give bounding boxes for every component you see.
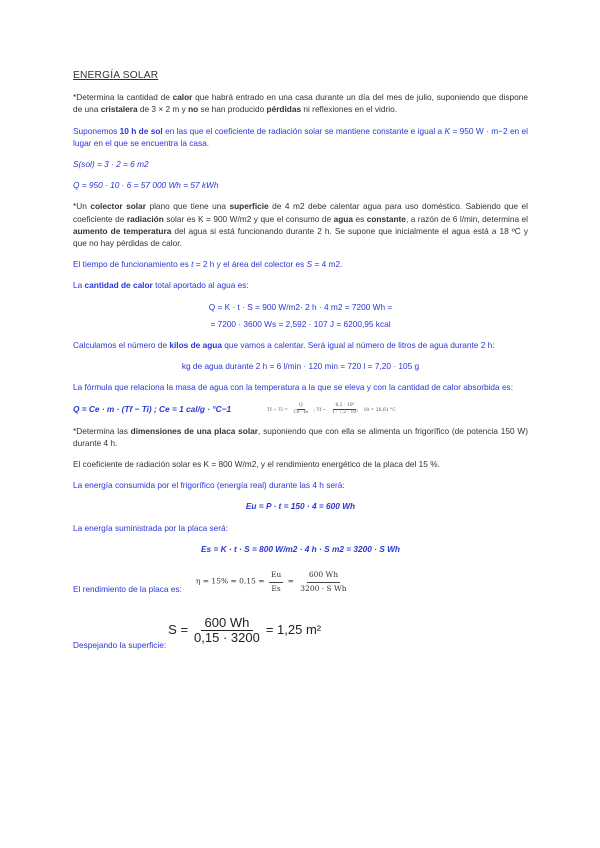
fraction: [269, 569, 283, 594]
problem2-time-area: [73, 258, 528, 270]
equation-efficiency: [196, 569, 351, 594]
equation-mass: kg de agua durante 2 h = 6 l/min · 120 min = 720 l = 7,20 · 105 g: [181, 361, 420, 372]
text: Tf − Ti =: [267, 407, 289, 413]
problem1-heat-result: Q = 950 · 10 · 6 = 57 000 Wh = 57 kWh: [73, 180, 219, 191]
equation-heat-2: = 7200 · 3600 Ws = 2,592 · 107 J = 6200,95 kcal: [210, 318, 391, 329]
text: calor: [172, 92, 193, 103]
text: = 1,25 m²: [265, 622, 322, 638]
denominator: Ce · m: [293, 409, 309, 415]
text: =: [287, 577, 294, 587]
equation-surface: [168, 614, 322, 645]
text: 10 h de sol: [119, 125, 163, 136]
text: aumento de temperatura: [73, 225, 172, 236]
text: La: [73, 280, 85, 291]
numerator: 600 Wh: [201, 617, 254, 631]
surface-label: Despejando la superficie:: [73, 640, 167, 651]
text: *Determina las: [73, 425, 131, 436]
equation-supplied-energy: Es = K · t · S = 800 W/m2 · 4 h · S m2 = 3200 · S Wh: [201, 543, 400, 554]
text: que vamos a calentar. Será igual al número de litros de agua durante 2 h:: [221, 340, 495, 351]
text: = 2 h y el área del colector es: [193, 259, 307, 270]
text: 18 = 26,61 °C: [363, 407, 396, 413]
problem1-area: S(sol) = 3 · 2 = 6 m2: [73, 159, 149, 170]
denominator: Es: [271, 583, 281, 593]
numerator: Eu: [269, 569, 283, 582]
denominator: 3200 · S Wh: [300, 583, 347, 593]
text: de 3 × 2 m y: [137, 104, 189, 115]
text: t: [191, 259, 194, 270]
text: Suponemos: [73, 125, 120, 136]
text: η = 15% = 0,15 =: [195, 577, 265, 587]
text: ; Tf −: [313, 407, 327, 413]
efficiency-label: El rendimiento de la placa es:: [73, 584, 182, 595]
numerator: Q: [298, 402, 303, 408]
text: agua: [333, 213, 353, 224]
text: S =: [168, 622, 189, 638]
text: El tiempo de funcionamiento es: [73, 259, 192, 270]
fraction: [190, 614, 264, 645]
text: pérdidas: [266, 104, 302, 115]
problem3-data: El coeficiente de radiación solar es K = 800 W/m2, y el rendimiento energético de la placa del 15 %.: [73, 459, 440, 470]
surface-row: [73, 609, 528, 651]
text: plano que tiene una: [145, 201, 230, 212]
text: de 4 m2 debe calentar agua para uso doméstico. Sabiendo que el coeficiente de: [73, 201, 528, 224]
text: K: [444, 125, 451, 136]
text: constante: [366, 213, 406, 224]
efficiency-row: [73, 569, 528, 595]
text: superficie: [229, 201, 269, 212]
numerator: 6,2 · 10⁶: [335, 402, 355, 408]
page-title: ENERGÍA SOLAR: [73, 70, 159, 81]
text: total aportado al agua es:: [152, 280, 249, 291]
text: no: [188, 104, 199, 115]
text: colector solar: [90, 201, 146, 212]
problem1-statement: [73, 91, 528, 115]
problem3-statement: [73, 425, 528, 449]
equation-temperature-tiny: [267, 403, 396, 416]
text: cristalera: [100, 104, 138, 115]
fraction: [298, 569, 348, 594]
problem3-energy-supplied-intro: La energía suministrada por la placa será:: [73, 522, 228, 533]
problem1-assumption: [73, 125, 528, 149]
problem3-energy-consumed-intro: La energía consumida por el frigorífico (energía real) durante las 4 h será:: [73, 480, 345, 491]
text: *Un: [73, 201, 91, 212]
text: se han producido: [198, 104, 267, 115]
problem2-statement: [73, 200, 528, 249]
text: es: [352, 213, 367, 224]
text: dimensiones de una placa solar: [130, 425, 258, 436]
text: cantidad de calor: [84, 280, 153, 291]
text: del agua si está funcionando durante 2 h. Se supone que inicialmente el agua está a 18 ºC y que no hay pérdidas de calor.: [73, 225, 528, 249]
text: radiación: [126, 213, 164, 224]
document-page: [73, 70, 528, 651]
text: que habrá entrado en una casa durante un día del mes de julio, suponiendo que dispone de una: [73, 92, 529, 115]
text: S: [306, 259, 313, 270]
problem2-heat-intro: [73, 279, 528, 291]
text: = 950 W · m−2 en el lugar en el que se encuentra la casa.: [73, 125, 528, 148]
text: Calculamos el número de: [73, 340, 170, 351]
text: = 4 m2.: [312, 259, 343, 270]
equation-specific-heat: Q = Ce · m · (Tf − Ti) ; Ce = 1 cal/g · °C−1: [73, 404, 232, 415]
text: solar es K = 900 W/m2 y que el consumo de: [163, 213, 334, 224]
text: , suponiendo que con ella se alimenta un frigorífico (de potencia 150 W) durante 4 h.: [73, 425, 528, 448]
text: , a razón de 6 l/min, determina el: [405, 213, 529, 224]
equation-heat-1: Q = K · t · S = 900 W/m2· 2 h · 4 m2 = 7200 Wh =: [208, 301, 393, 312]
denominator: 0,15 · 3200: [194, 629, 260, 645]
text: ni reflexiones en el vidrio.: [301, 104, 398, 115]
problem2-formula-intro: La fórmula que relaciona la masa de agua con la temperatura a la que se eleva y con la cantidad de calor absorbida es:: [73, 382, 514, 393]
fraction: [330, 403, 360, 416]
problem2-mass-intro: [73, 339, 528, 351]
text: kilos de agua: [169, 340, 222, 351]
fraction: [291, 403, 310, 416]
equation-temperature-row: [73, 403, 528, 416]
text: en las que el coeficiente de radiación solar se mantiene constante e igual a: [162, 125, 445, 136]
equation-useful-energy: Eu = P · t = 150 · 4 = 600 Wh: [245, 501, 356, 512]
denominator: 1 · 7,2 · 10⁵: [331, 409, 358, 415]
numerator: 600 Wh: [307, 569, 340, 582]
text: *Determina la cantidad de: [73, 92, 173, 103]
